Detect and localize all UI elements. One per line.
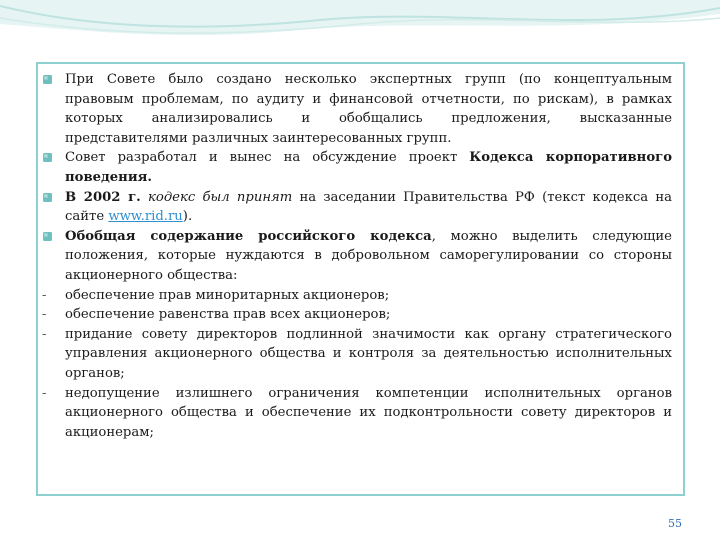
bullet-item <box>42 148 672 187</box>
bullet-text-bold: В 2002 г. <box>65 189 141 205</box>
bullet-text: ). <box>182 209 193 225</box>
bullet-item <box>42 70 672 148</box>
bullet-item <box>42 227 672 286</box>
dash-marker: - <box>42 307 47 323</box>
dash-item <box>42 305 672 325</box>
dash-item <box>42 286 672 306</box>
square-bullet-icon <box>42 188 60 202</box>
dash-item-text: придание совету директоров подлинной значимости как органу стратегического управления акционерного общества и контроля за деятельностью исполнительных органов; <box>65 326 672 381</box>
dash-marker: - <box>42 287 47 303</box>
square-bullet-icon <box>42 148 60 162</box>
bullet-text-bold: Обобщая содержание российского кодекса <box>65 228 432 244</box>
dash-item-text: обеспечение равенства прав всех акционеров; <box>65 307 391 323</box>
bullet-text-italic: кодекс был принят <box>140 189 293 205</box>
dash-item-text: обеспечение прав миноритарных акционеров; <box>65 287 390 303</box>
page-number: 55 <box>668 517 682 530</box>
bullet-text: , можно выделить следующие положения, которые нуждаются в добровольном саморегулировании со стороны акционерного общества: <box>65 228 672 283</box>
dash-marker: - <box>42 385 47 401</box>
decorative-wave-header <box>0 0 720 60</box>
bullet-text-bold: Кодекса корпоративного поведения. <box>65 150 672 185</box>
bullet-text: При Совете было создано несколько экспертных групп (по концептуальным правовым проблемам, по аудиту и финансовой отчетности, по рискам), в рамках которых анализировались и обобщались предложения, высказанные представителями различных заинтересованных групп. <box>65 72 672 146</box>
website-link[interactable]: www.rid.ru <box>108 209 183 225</box>
dash-marker: - <box>42 326 47 342</box>
dash-item <box>42 325 672 384</box>
bullet-text: на заседании Правительства РФ (текст кодекса на сайте <box>65 189 672 225</box>
bullet-item <box>42 188 672 227</box>
square-bullet-icon <box>42 227 60 241</box>
slide-content <box>42 70 672 442</box>
dash-item-text: недопущение излишнего ограничения компетенции исполнительных органов акционерного общества и обеспечение их подконтрольности совету директоров и акционерам; <box>65 385 672 440</box>
square-bullet-icon <box>42 70 60 84</box>
dash-item <box>42 384 672 443</box>
bullet-text: Совет разработал и вынес на обсуждение проект <box>65 150 470 166</box>
